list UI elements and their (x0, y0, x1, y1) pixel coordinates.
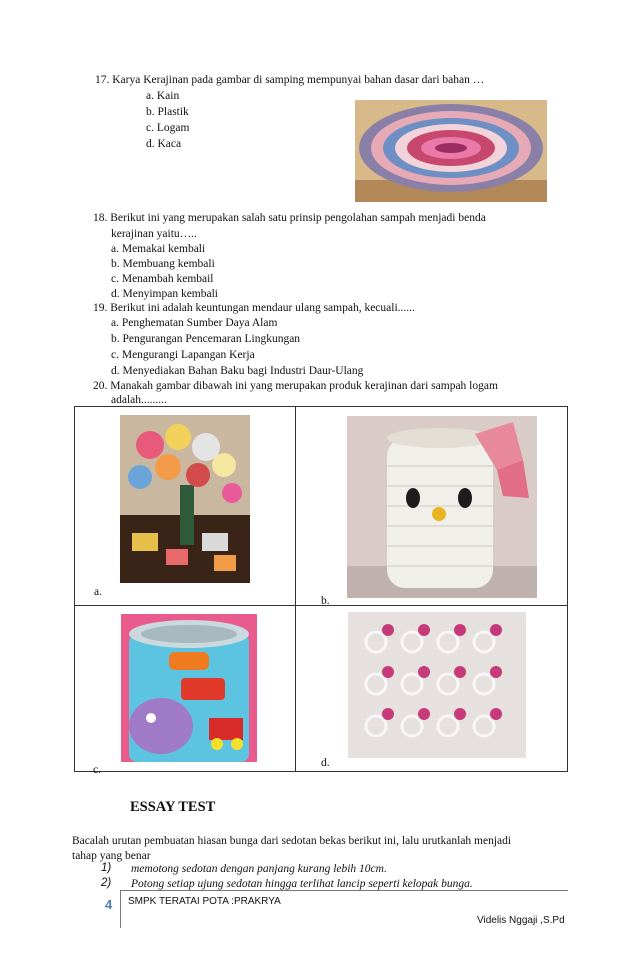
footer-rule (120, 890, 568, 891)
q17-option-a: a. Kain (146, 90, 180, 102)
question-20-cont: adalah......... (111, 394, 167, 406)
essay-intro: Bacalah urutan pembuatan hiasan bunga dari sedotan bekas berikut ini, lalu urutkanlah menjadi (72, 835, 512, 847)
q19-option-c: c. Mengurangi Lapangan Kerja (111, 349, 255, 361)
question-18: 18. Berikut ini yang merupakan salah satu prinsip pengolahan sampah menjadi benda (93, 212, 486, 224)
question-19: 19. Berikut ini adalah keuntungan mendaur ulang sampah, kecuali...... (93, 302, 415, 314)
q19-option-d: d. Menyediakan Bahan Baku bagi Industri Daur-Ulang (111, 365, 364, 377)
q18-option-c: c. Menambah kembail (111, 273, 214, 285)
grid-divider-vertical (295, 406, 296, 772)
question-17: 17. Karya Kerajinan pada gambar di samping mempunyai bahan dasar dari bahan … (95, 74, 485, 86)
woven-basket-image (347, 416, 537, 598)
option-d-label: d. (321, 757, 330, 769)
essay-step-1-number: 1) (101, 862, 112, 874)
q19-option-a: a. Penghematan Sumber Daya Alam (111, 317, 278, 329)
q19-option-b: b. Pengurangan Pencemaran Lingkungan (111, 333, 301, 345)
q18-option-d: d. Menyimpan kembali (111, 288, 218, 300)
page-number: 4 (105, 897, 113, 912)
essay-step-2-number: 2) (101, 877, 112, 889)
footer-divider (120, 890, 121, 928)
q18-option-a: a. Memakai kembali (111, 243, 206, 255)
question-20: 20. Manakah gambar dibawah ini yang merupakan produk kerajinan dari sampah logam (93, 380, 498, 392)
question-18-cont: kerajinan yaitu….. (111, 228, 197, 240)
woven-mat-image (355, 100, 547, 202)
option-a-label: a. (94, 586, 102, 598)
essay-intro-cont: tahap yang benar (72, 850, 151, 862)
option-b-label: b. (321, 595, 330, 607)
wrapper-flowers-image (120, 415, 250, 583)
q17-option-b: b. Plastik (146, 106, 189, 118)
essay-step-2-text: Potong setiap ujung sedotan hingga terlihat lancip seperti kelopak bunga. (131, 878, 473, 890)
footer-author: Videlis Nggaji ,S.Pd (477, 915, 565, 926)
q17-option-d: d. Kaca (146, 138, 182, 150)
option-c-label: c. (93, 764, 101, 776)
essay-title: ESSAY TEST (130, 799, 216, 815)
painted-tin-can-image (121, 614, 257, 762)
footer-school: SMPK TERATAI POTA :PRAKRYA (128, 896, 281, 907)
ring-flowers-image (348, 612, 526, 758)
essay-step-1-text: memotong sedotan dengan panjang kurang lebih 10cm. (131, 863, 387, 875)
q18-option-b: b. Membuang kembali (111, 258, 215, 270)
q17-option-c: c. Logam (146, 122, 190, 134)
